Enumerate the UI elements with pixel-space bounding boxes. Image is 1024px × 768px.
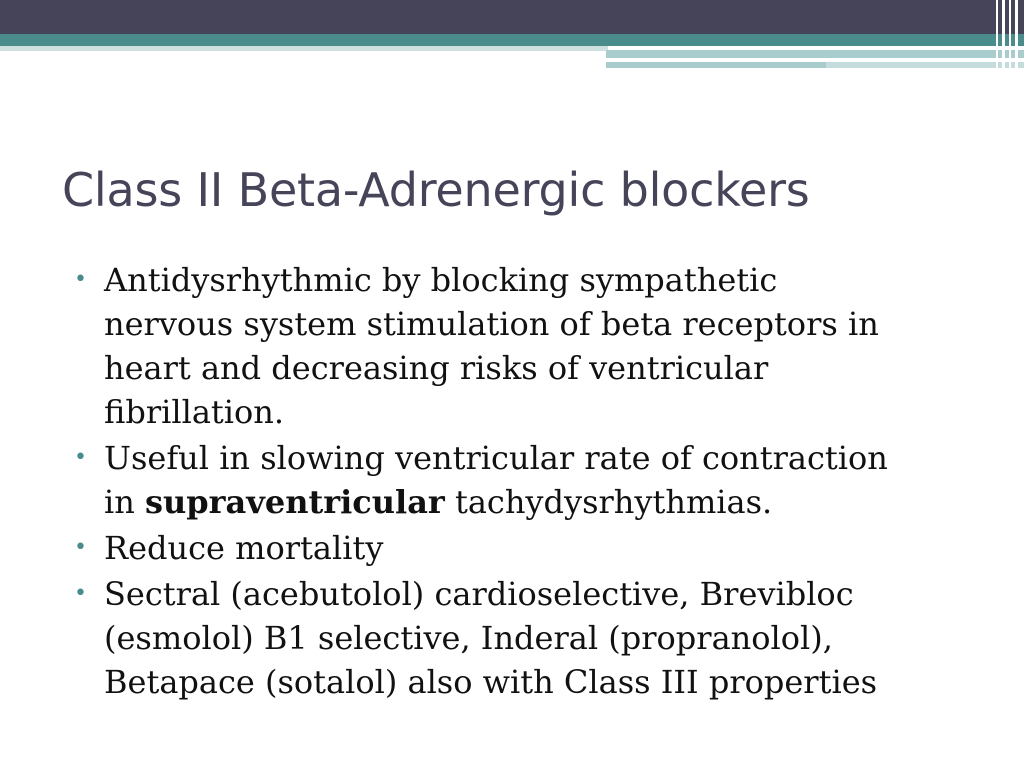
bullet-item — [74, 258, 1004, 434]
bullet-text-line: nervous system stimulation of beta receptors in — [104, 305, 879, 343]
header-stripes — [992, 0, 1024, 68]
bullet-item — [74, 572, 1004, 704]
bullet-icon: • — [74, 535, 87, 560]
text-prefix: in — [104, 483, 146, 521]
header-dark-band — [0, 0, 1024, 34]
bullet-item — [74, 526, 1004, 570]
emphasis-text: supraventricular — [145, 483, 445, 521]
bullet-text-line: Betapace (sotalol) also with Class III properties — [104, 663, 878, 701]
bullet-list — [74, 258, 1004, 706]
bullet-text-line: fibrillation. — [104, 393, 285, 431]
header-accent-bar — [606, 62, 826, 68]
header-light-band — [0, 46, 608, 51]
bullet-icon: • — [74, 581, 87, 606]
bullet-text-line — [104, 480, 1004, 524]
bullet-text-line: Antidysrhythmic by blocking sympathetic — [104, 261, 778, 299]
slide-title: Class II Beta-Adrenergic blockers — [62, 163, 810, 217]
bullet-icon: • — [74, 267, 87, 292]
header-teal-band — [0, 34, 1024, 46]
bullet-text-line: heart and decreasing risks of ventricular — [104, 349, 769, 387]
bullet-text-line: Reduce mortality — [104, 529, 384, 567]
bullet-item — [74, 436, 1004, 524]
bullet-text-line: Useful in slowing ventricular rate of contraction — [104, 439, 888, 477]
bullet-icon: • — [74, 445, 87, 470]
text-suffix: tachydysrhythmias. — [444, 483, 773, 521]
bullet-text-line: Sectral (acebutolol) cardioselective, Brevibloc — [104, 575, 854, 613]
header-accent-bar — [606, 50, 1024, 58]
bullet-text-line: (esmolol) B1 selective, Inderal (propranolol), — [104, 619, 833, 657]
